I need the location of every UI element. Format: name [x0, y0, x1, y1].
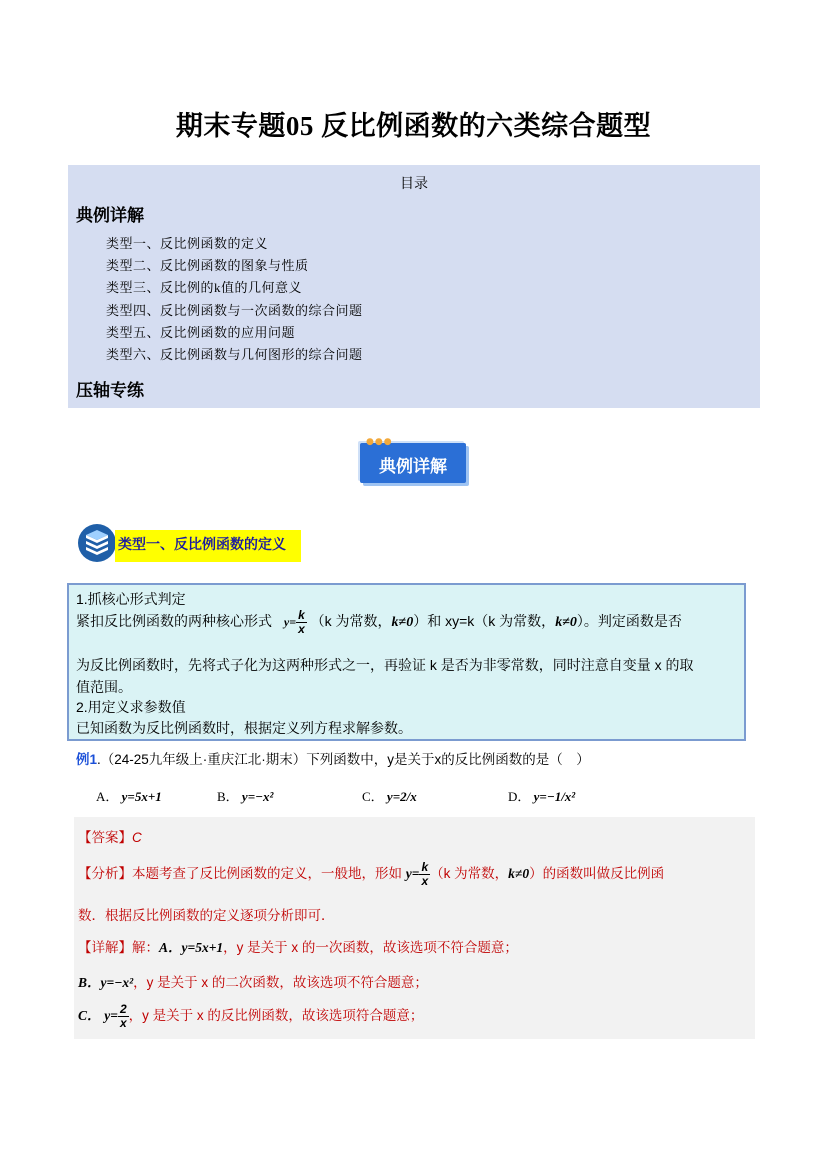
tip-line-6: 已知函数为反比例函数时，根据定义列方程求解参数。: [76, 720, 412, 736]
tip-line-1: 1.抓核心形式判定: [76, 591, 186, 607]
fraction: $\frac{k}{x}$: [421, 860, 429, 888]
detail-text: ，y 是关于 x 的一次函数，故该选项不符合题意；: [223, 940, 518, 955]
detail-line-b: [78, 971, 428, 991]
analysis-text: ）的函数叫做反比例函: [529, 866, 665, 882]
document-title: 期末专题05 反比例函数的六类综合题型: [175, 111, 652, 141]
detail-text: ，y 是关于 x 的二次函数，故该选项不符合题意；: [133, 975, 428, 990]
answer-value: C: [132, 830, 142, 845]
option-c[interactable]: [362, 786, 417, 805]
analysis-line-2: 数．根据反比例函数的定义逐项分析即可．: [78, 908, 335, 923]
option-b[interactable]: [217, 786, 273, 805]
detail-text: ，y 是关于 x 的反比例函数，故该选项符合题意；: [128, 1008, 424, 1024]
toc-item-6[interactable]: 类型六、反比例函数与几何图形的综合问题: [106, 347, 363, 362]
toc-item-5[interactable]: 类型五、反比例函数的应用问题: [106, 325, 296, 340]
analysis-line-1: 【分析】本题考查了反比例函数的定义，一般地，形如 y= $\frac{k}{x}$ （k 为常数，k≠0）的函数叫做反比例函: [78, 860, 665, 888]
toc-section-examples[interactable]: 典例详解: [76, 206, 144, 225]
fraction: $\frac{2}{x}$: [119, 1002, 127, 1030]
analysis-label: 【分析】: [78, 866, 132, 882]
option-expr: y=−x²: [241, 789, 274, 804]
k-not-zero: k≠0: [391, 615, 414, 631]
toc-item-4[interactable]: 类型四、反比例函数与一次函数的综合问题: [106, 303, 363, 318]
toc-section-practice[interactable]: 压轴专练: [76, 381, 144, 400]
fraction: $\frac{k}{x}$: [298, 608, 305, 636]
option-d[interactable]: [508, 786, 575, 805]
book-stack-icon: [77, 523, 117, 563]
k-not-zero: k≠0: [555, 615, 577, 631]
option-expr: y=2/x: [386, 789, 417, 804]
tip-text: ）和 xy=k（k 为常数，: [413, 613, 556, 630]
k-not-zero: k≠0: [508, 866, 530, 882]
method-tips-box: [67, 583, 746, 741]
answer-box: [74, 817, 755, 1039]
tip-text: 紧扣反比例函数的两种核心形式: [76, 613, 272, 630]
detail-expr: C．: [78, 1008, 101, 1024]
tip-line-2: [76, 609, 682, 636]
table-of-contents: [68, 165, 760, 408]
detail-line-a: [78, 936, 518, 956]
answer-line: [78, 826, 142, 846]
section-banner: [360, 437, 466, 483]
toc-item-1[interactable]: 类型一、反比例函数的定义: [106, 236, 269, 251]
example-text: .（24-25九年级上·重庆江北·期末）下列函数中，y是关于x的反比例函数的是（ ）: [97, 752, 590, 767]
tip-text: ）。判定函数是否: [576, 613, 682, 630]
tip-line-5: 2.用定义求参数值: [76, 699, 186, 715]
option-letter: B．: [217, 789, 239, 804]
option-expr: y=−1/x²: [533, 789, 576, 804]
detail-text: 解：: [132, 940, 159, 955]
detail-expr: A．y=5x+1: [159, 940, 224, 955]
option-expr: y=5x+1: [121, 789, 162, 804]
option-letter: C．: [362, 789, 384, 804]
type-heading: 类型一、反比例函数的定义: [115, 530, 301, 562]
dots-decoration-icon: ●●●: [366, 437, 393, 447]
formula-k-over-x: y=: [283, 615, 297, 629]
option-a[interactable]: [96, 786, 162, 805]
detail-expr: B．y=−x²: [78, 975, 134, 990]
option-letter: D．: [508, 789, 531, 804]
analysis-text: 本题考查了反比例函数的定义，一般地，形如: [132, 866, 402, 882]
detail-line-c: C． y= $\frac{2}{x}$ ，y 是关于 x 的反比例函数，故该选项符合题意；: [78, 1002, 424, 1030]
tip-line-3: 为反比例函数时，先将式子化为这两种形式之一，再验证 k 是否为非零常数，同时注意自变量 x 的取: [76, 657, 694, 673]
toc-item-3[interactable]: 类型三、反比例的k值的几何意义: [106, 280, 303, 295]
answer-label: 【答案】: [78, 830, 132, 845]
toc-heading: 目录: [400, 175, 428, 191]
toc-item-2[interactable]: 类型二、反比例函数的图象与性质: [106, 258, 309, 273]
detail-label: 【详解】: [78, 940, 132, 955]
banner-label: 典例详解: [379, 457, 447, 476]
tip-text: （k 为常数，: [310, 613, 392, 630]
tip-line-4: 值范围。: [76, 679, 132, 695]
example-number: 例1: [76, 752, 98, 767]
example-question: [76, 748, 590, 768]
analysis-text: （k 为常数，: [430, 866, 509, 882]
option-letter: A．: [96, 789, 119, 804]
